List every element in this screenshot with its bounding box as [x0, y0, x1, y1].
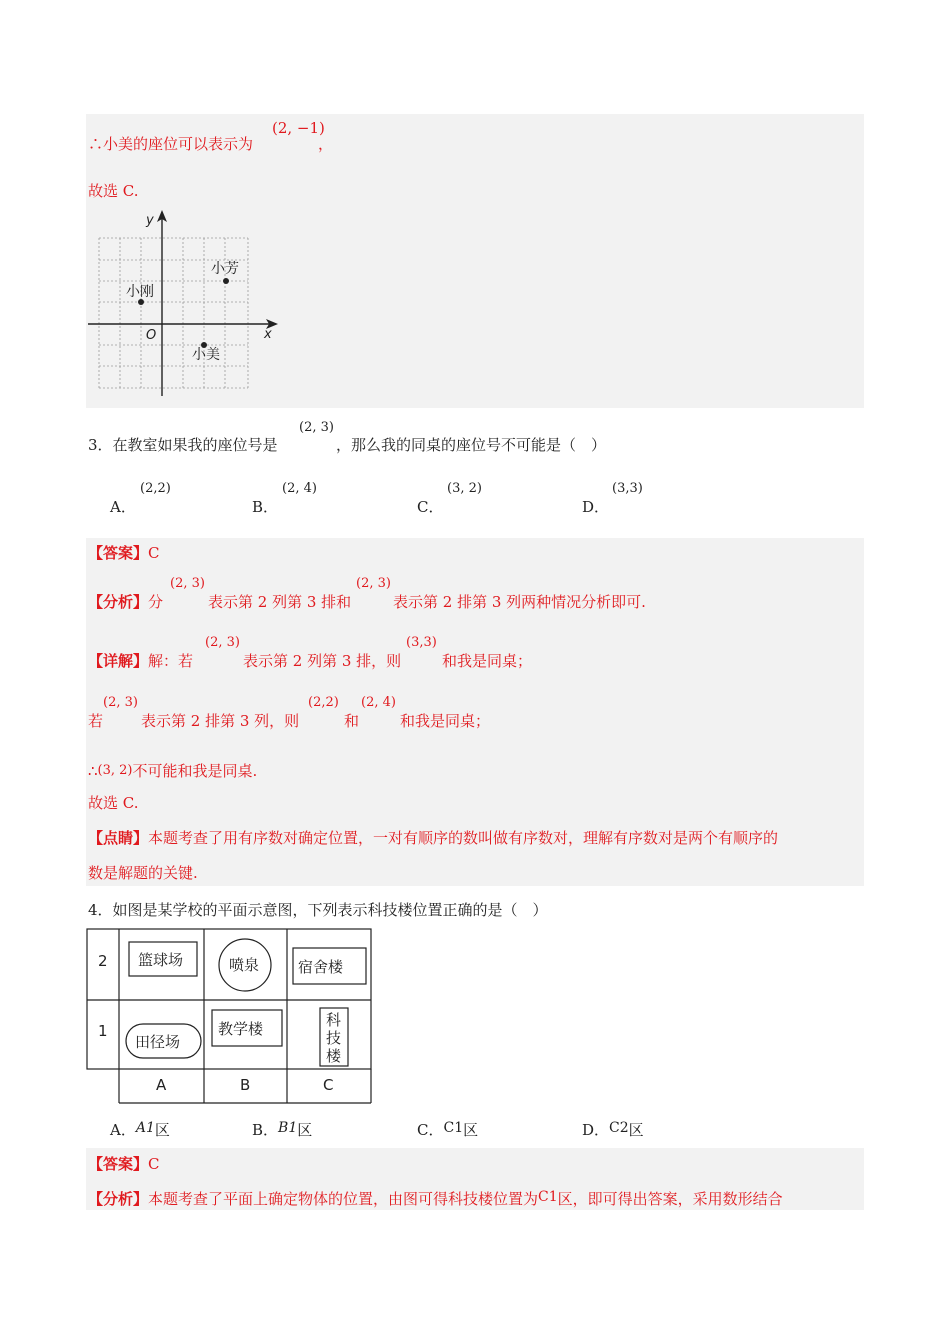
solution-2-choose: 故选 C. — [88, 182, 139, 200]
q4-answer: 【答案】C — [88, 1155, 160, 1173]
q3-option-a-value: (2,2) — [140, 481, 171, 496]
q3-choose: 故选 C. — [88, 794, 139, 812]
solution-2-therefore — [88, 133, 253, 154]
q3-detail2-and: 和 — [344, 712, 360, 730]
coordinate-graph — [86, 206, 286, 402]
q3-option-d: D． — [582, 498, 610, 516]
q3-detail2-coord1: (2, 3) — [103, 695, 138, 710]
point-xiaogang-label: 小刚 — [126, 284, 154, 300]
q3-therefore: ∴(3, 2)不可能和我是同桌. — [88, 762, 258, 780]
origin-label: O — [146, 328, 157, 343]
q3-analysis: 【分析】分 — [88, 593, 164, 611]
teaching-building-label: 教学楼 — [218, 1020, 264, 1038]
y-axis-label: y — [146, 213, 154, 228]
fountain-label: 喷泉 — [229, 956, 260, 974]
col-label-a: A — [156, 1076, 167, 1094]
track-field-label: 田径场 — [135, 1033, 181, 1051]
point-xiaomei-label: 小美 — [192, 347, 220, 363]
q3-detail-coord2: (3,3) — [406, 635, 437, 650]
q3-detail2-3: 和我是同桌； — [400, 712, 491, 730]
q3-stem-prefix: 3．在教室如果我的座位号是 — [88, 436, 278, 454]
tech-building-label-1: 科 — [326, 1011, 342, 1029]
therefore-text: ∴小美的座位可以表示为 — [88, 135, 254, 153]
campus-map — [86, 928, 376, 1106]
q3-stem-coord: (2, 3) — [299, 420, 334, 435]
q3-analysis-coord2: (2, 3) — [356, 576, 391, 591]
q3-comment-1: 【点睛】本题考查了用有序数对确定位置，一对有顺序的数叫做有序数对，理解有序数对是两个有顺序的 — [88, 829, 779, 847]
q3-comment-2: 数是解题的关键. — [88, 864, 198, 882]
q3-detail2-coord3: (2, 4) — [361, 695, 396, 710]
dormitory-label: 宿舍楼 — [298, 958, 344, 976]
q3-option-d-value: (3,3) — [612, 481, 643, 496]
q3-option-b: B． — [252, 498, 279, 516]
q4-option-a: A．A1区 — [110, 1120, 170, 1139]
q3-detail2-1: 若 — [88, 712, 104, 730]
solution-2-comma: ， — [318, 135, 334, 153]
q3-analysis-3: 表示第 2 排第 3 列两种情况分析即可. — [393, 593, 646, 611]
q3-detail2-2: 表示第 2 排第 3 列，则 — [141, 712, 300, 730]
q3-option-c-value: (3, 2) — [447, 481, 482, 496]
q3-stem — [88, 434, 278, 455]
q3-option-a: A． — [110, 498, 136, 516]
solution-2-coord: (2, −1) — [272, 119, 325, 137]
q3-detail-3: 和我是同桌； — [442, 652, 533, 670]
q4-option-b: B．B1区 — [252, 1120, 313, 1139]
point-xiaofang — [223, 278, 229, 284]
q3-detail2-coord2: (2,2) — [308, 695, 339, 710]
tech-building-label-2: 技 — [326, 1029, 342, 1047]
q3-analysis-coord1: (2, 3) — [170, 576, 205, 591]
q3-option-b-value: (2, 4) — [282, 481, 317, 496]
col-label-c: C — [323, 1076, 334, 1094]
q3-answer: 【答案】C — [88, 544, 160, 562]
q4-stem: 4．如图是某学校的平面示意图，下列表示科技楼位置正确的是（ ） — [88, 901, 548, 919]
q4-option-c: C．C1区 — [417, 1120, 479, 1139]
q4-analysis: 【分析】本题考查了平面上确定物体的位置，由图可得科技楼位置为C1区，即可得出答案，采用数形结合 — [88, 1189, 783, 1208]
q3-option-c: C． — [417, 498, 444, 516]
q3-detail: 【详解】解：若 — [88, 652, 194, 670]
q3-detail-coord1: (2, 3) — [205, 635, 240, 650]
q3-analysis-2: 表示第 2 列第 3 排和 — [208, 593, 352, 611]
col-label-b: B — [240, 1076, 251, 1094]
x-axis-label: x — [264, 327, 272, 342]
q4-option-d: D．C2区 — [582, 1120, 644, 1139]
q3-detail-2: 表示第 2 列第 3 排，则 — [243, 652, 402, 670]
row-label-1: 1 — [98, 1022, 108, 1040]
q3-stem-suffix: ，那么我的同桌的座位号不可能是（ ） — [336, 436, 607, 454]
point-xiaofang-label: 小芳 — [211, 261, 239, 277]
basketball-court-label: 篮球场 — [138, 951, 184, 969]
tech-building-label-3: 楼 — [326, 1047, 342, 1065]
row-label-2: 2 — [98, 952, 108, 970]
